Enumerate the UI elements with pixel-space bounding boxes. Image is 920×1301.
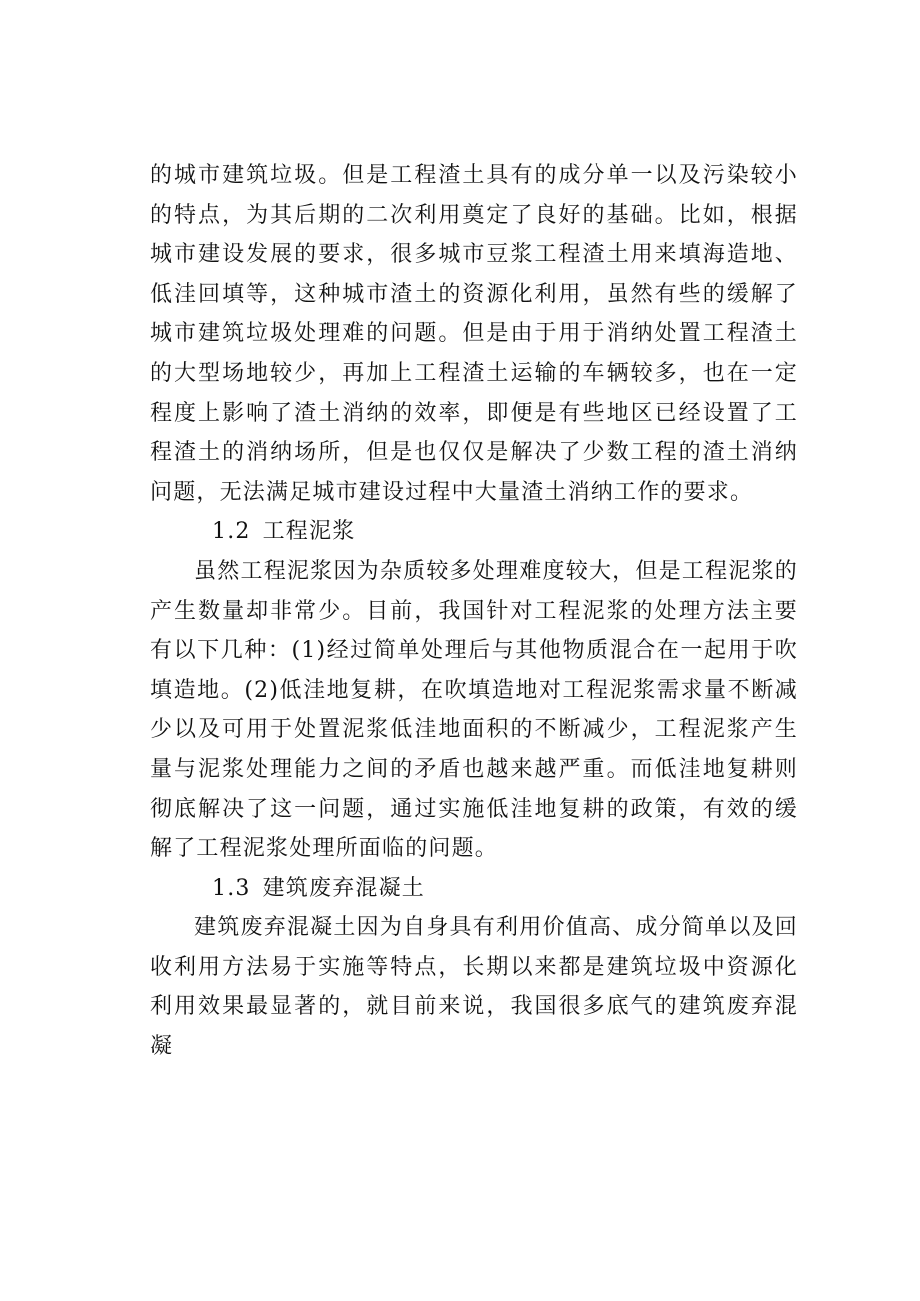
section-title-1-3: 建筑废弃混凝土 [262, 875, 425, 901]
section-number-1-3: 1.3 [212, 875, 251, 901]
section-heading-1-3 [150, 869, 798, 909]
document-body [150, 156, 798, 1067]
paragraph-engineering-mud: 虽然工程泥浆因为杂质较多处理难度较大，但是工程泥浆的产生数量却非常少。目前，我国针对工程泥浆的处理方法主要有以下几种：(1)经过简单处理后与其他物质混合在一起用于吹填造地。(2)低洼地复耕，在吹填造地对工程泥浆需求量不断减少以及可用于处置泥浆低洼地面积的不断减少，工程泥浆产生量与泥浆处理能力之间的矛盾也越来越严重。而低洼地复耕则彻底解决了这一问题，通过实施低洼地复耕的政策，有效的缓解了工程泥浆处理所面临的问题。 [150, 558, 798, 862]
section-number-1-2: 1.2 [212, 519, 251, 545]
section-heading-1-2 [150, 512, 798, 552]
paragraph-urban-muck-continued: 的城市建筑垃圾。但是工程渣土具有的成分单一以及污染较小的特点，为其后期的二次利用奠定了良好的基础。比如，根据城市建设发展的要求，很多城市豆浆工程渣土用来填海造地、低洼回填等，这种城市渣土的资源化利用，虽然有些的缓解了城市建筑垃圾处理难的问题。但是由于用于消纳处置工程渣土的大型场地较少，再加上工程渣土运输的车辆较多，也在一定程度上影响了渣土消纳的效率，即便是有些地区已经设置了工程渣土的消纳场所，但是也仅仅是解决了少数工程的渣土消纳问题，无法满足城市建设过程中大量渣土消纳工作的要求。 [150, 163, 798, 505]
section-title-1-2: 工程泥浆 [262, 519, 356, 545]
paragraph-waste-concrete: 建筑废弃混凝土因为自身具有利用价值高、成分简单以及回收利用方法易于实施等特点，长期以来都是建筑垃圾中资源化利用效果最显著的，就目前来说，我国很多底气的建筑废弃混凝 [150, 915, 798, 1060]
